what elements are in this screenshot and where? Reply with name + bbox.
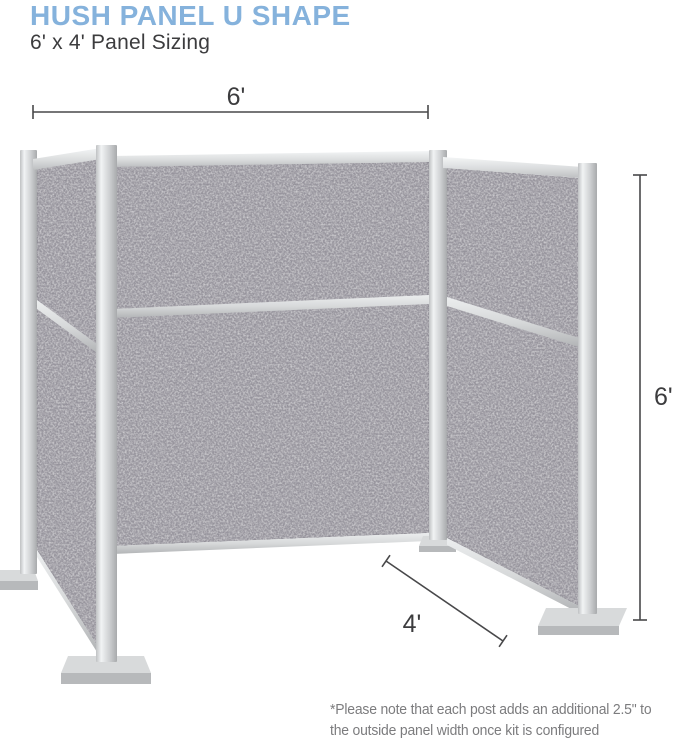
- dimension-front-depth-label: 4': [402, 610, 422, 638]
- footnote: [330, 699, 657, 741]
- dimension-top-width-label: 6': [226, 83, 246, 111]
- dimension-top-width: [33, 83, 428, 119]
- back-wall: [108, 151, 433, 554]
- right-wall: [443, 157, 583, 613]
- corner-post: [20, 150, 37, 574]
- dimension-right-height-label: 6': [654, 383, 673, 411]
- corner-post: [429, 150, 447, 540]
- left-wall: [33, 148, 101, 652]
- left-wall-panel: [37, 158, 97, 645]
- corner-post: [578, 163, 597, 614]
- base-foot-edge: [538, 626, 619, 635]
- footnote-line-1: *Please note that each post adds an additional 2.5" to: [330, 701, 652, 718]
- dimension-right-height: [633, 175, 673, 620]
- footnote-line-2: the outside panel width once kit is configured: [330, 722, 600, 739]
- base-foot-edge: [419, 546, 456, 552]
- base-foot-edge: [61, 673, 151, 684]
- back-left-post: [0, 150, 38, 590]
- corner-post: [96, 145, 117, 662]
- back-wall-panel: [112, 162, 429, 546]
- right-wall-panel: [447, 168, 579, 606]
- page-title: HUSH PANEL U SHAPE: [30, 0, 351, 31]
- dimension-front-depth: [382, 555, 507, 647]
- base-foot-edge: [0, 581, 38, 590]
- page-subtitle: 6' x 4' Panel Sizing: [30, 31, 211, 54]
